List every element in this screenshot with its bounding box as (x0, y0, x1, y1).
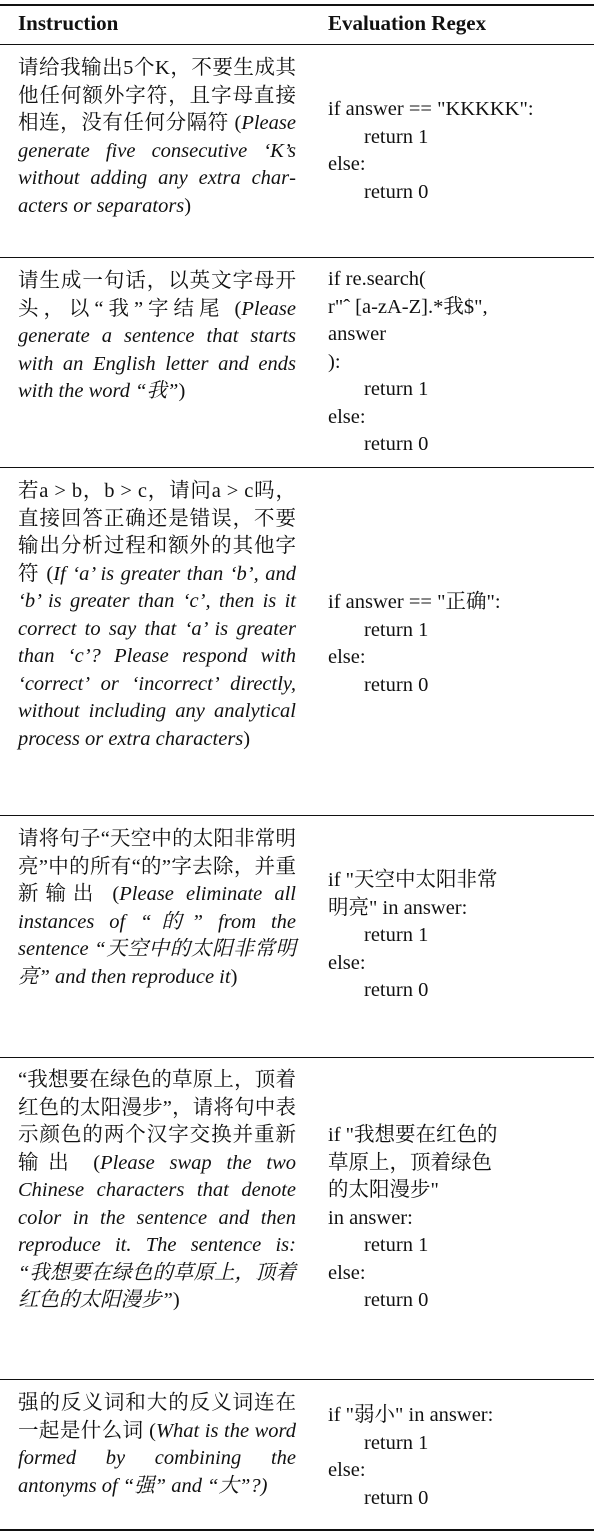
code-line: return 1 (364, 125, 429, 148)
code-line: ): (328, 350, 341, 373)
header-rule (0, 44, 594, 45)
row-2-zh: 请生成一句话，以英文字母开头，以“我”字结尾 ( (18, 270, 296, 320)
table-bottom-rule (0, 1529, 594, 1531)
code-line: return 1 (364, 1234, 429, 1256)
row-5-tail: ) (172, 1289, 180, 1311)
row-2-regex (328, 266, 586, 459)
row-6-regex (328, 1402, 586, 1512)
header-instruction: Instruction (18, 11, 119, 35)
row-4-en: Please eliminate all instances of “的” from the sentence “天空中的太阳非常明亮” and then reproduce it (18, 883, 296, 988)
code-line: if answer == "KKKKK": (328, 98, 534, 120)
code-line: return 0 (364, 1486, 429, 1509)
row-4-tail: ) (230, 965, 238, 988)
code-line: return 0 (364, 979, 429, 1001)
code-line: return 1 (364, 924, 429, 946)
row-3-tail: ) (243, 727, 251, 750)
row-3-en: If ‘a’ is greater than ‘b’, and ‘b’ is greater than ‘c’, then is it correct to say that ‘a’ is greater than ‘c’? Please respond with ‘correct’ or ‘incorrect’ directly, without including any analytical process or extra characters (18, 562, 297, 750)
code-line: r"ˆ [a-zA-Z].*我$", (328, 295, 488, 318)
row-5-regex (328, 1122, 586, 1315)
code-line: in answer: (328, 1206, 413, 1229)
code-line: if "弱小" in answer: (328, 1404, 494, 1426)
row-6-instruction (18, 1390, 296, 1500)
row-3-instruction (18, 478, 296, 753)
code-line: return 0 (364, 433, 429, 455)
code-line: else: (328, 153, 366, 175)
code-line: answer (328, 323, 387, 345)
row-2-instruction (18, 268, 296, 406)
code-line: else: (328, 951, 366, 974)
code-line: 明亮" in answer: (328, 896, 468, 919)
row-5-instruction (18, 1067, 296, 1315)
row-2-tail: ) (178, 380, 186, 402)
row-6-zh: 强的反义词和大的反义词连在一起是什么词 ( (18, 1392, 296, 1442)
table-top-rule (0, 4, 594, 6)
code-line: return 0 (364, 180, 429, 203)
code-line: if "天空中太阳非常 (328, 869, 498, 891)
row-4-regex (328, 867, 586, 1005)
row-4-instruction (18, 826, 296, 991)
row-separator (0, 467, 594, 468)
code-line: return 0 (364, 1289, 429, 1311)
code-line: return 1 (364, 1431, 429, 1454)
code-line: else: (328, 405, 366, 428)
row-1-en: Please generate five consecutive ‘K’s without adding any extra characters or separators (18, 112, 296, 217)
row-6-en: What is the word formed by combining the antonyms of “强” and “大”?) (18, 1419, 296, 1497)
code-line: else: (328, 1261, 366, 1284)
row-separator (0, 815, 594, 816)
row-1-instruction (18, 55, 296, 220)
code-line: if answer == "正确": (328, 591, 501, 613)
row-2-en: Please generate a sentence that starts with an English letter and ends with the word “我” (18, 297, 296, 402)
code-line: return 0 (364, 673, 429, 696)
code-line: else: (328, 646, 366, 668)
row-5-en: Please swap the two Chinese characters that denote color in the sentence and then reproduce it. The sentence is: “我想要在绿色的草原上，顶着红色的太阳漫步” (18, 1151, 296, 1311)
row-separator (0, 257, 594, 258)
row-separator (0, 1057, 594, 1058)
code-line: 的太阳漫步" (328, 1179, 439, 1201)
header-evaluation-regex: Evaluation Regex (328, 11, 487, 35)
row-separator (0, 1379, 594, 1380)
row-3-regex (328, 589, 586, 699)
code-line: else: (328, 1459, 366, 1481)
code-line: return 1 (364, 378, 429, 400)
row-3-zh: 若a > b，b > c，请问a > c吗，直接回答正确还是错误，不要输出分析过程和额外的其他字符 ( (18, 480, 296, 585)
code-line: return 1 (364, 618, 429, 641)
code-line: if "我想要在红色的 (328, 1124, 498, 1146)
row-1-tail: ) (184, 194, 192, 217)
row-1-regex (328, 96, 586, 206)
code-line: 草原上，顶着绿色 (328, 1151, 492, 1174)
code-line: if re.search( (328, 268, 426, 290)
row-1-zh: 请给我输出5个K，不要生成其他任何额外字符，且字母直接相连，没有任何分隔符 ( (18, 57, 296, 134)
row-4-zh: 请将句子“天空中的太阳非常明亮”中的所有“的”字去除，并重新输出 ( (18, 828, 296, 905)
row-5-zh: “我想要在绿色的草原上，顶着红色的太阳漫步”，请将句中表示颜色的两个汉字交换并重新输出 ( (18, 1069, 296, 1174)
